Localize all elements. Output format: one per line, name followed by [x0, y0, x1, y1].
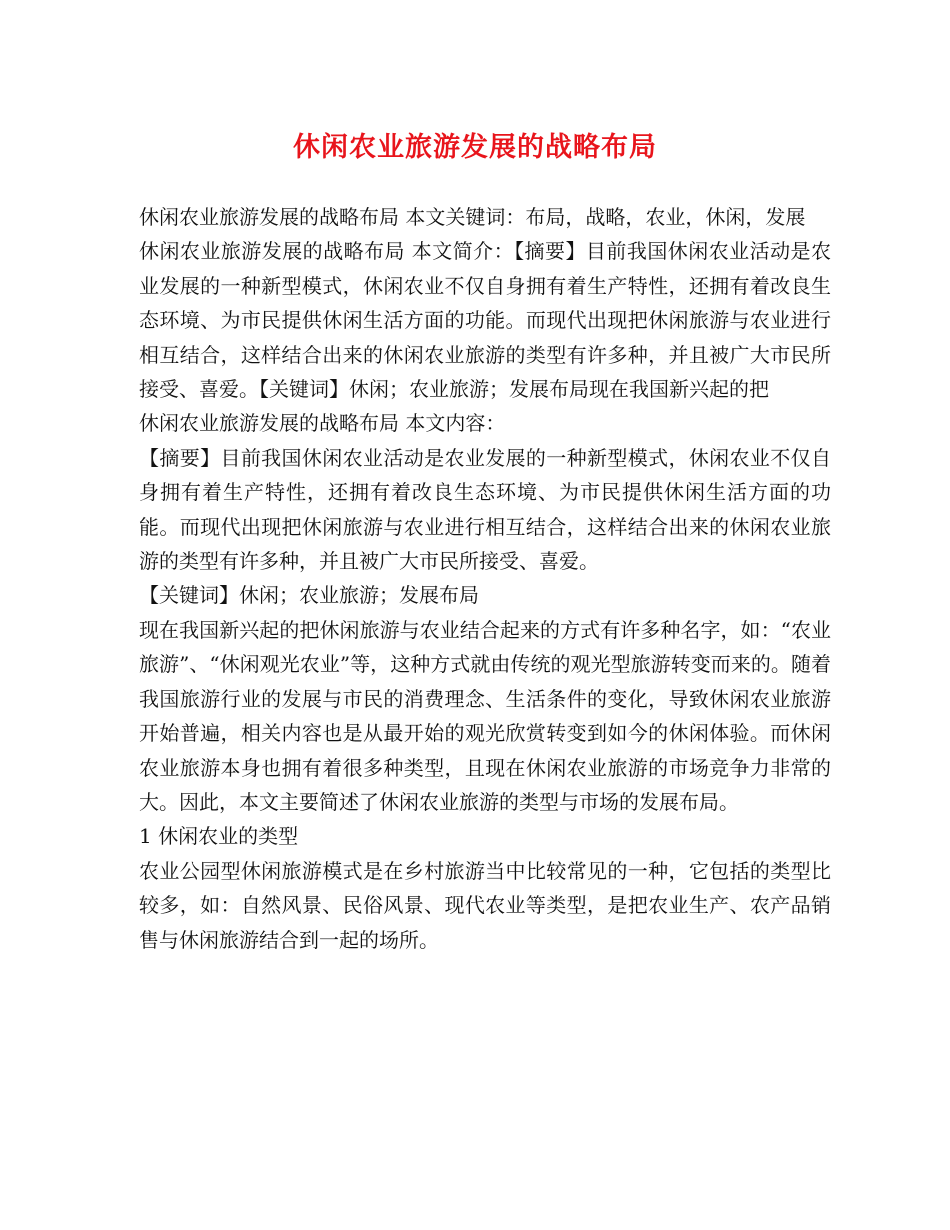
section-heading: 1 休闲农业的类型 [139, 824, 299, 849]
content-heading-paragraph: 休闲农业旅游发展的战略布局 本文内容： [139, 411, 506, 436]
keywords-paragraph: 休闲农业旅游发展的战略布局 本文关键词：布局，战略，农业，休闲，发展 [139, 205, 806, 229]
summary-paragraph: 休闲农业旅游发展的战略布局 本文简介：【摘要】目前我国休闲农业活动是农业发展的一种新型模式，休闲农业不仅自身拥有着生产特性，还拥有着改良生态环境、为市民提供休闲生活方面的功能。而现代出现把休闲旅游与农业进行相互结合，这样结合出来的休闲农业旅游的类型有许多种，并且被广大市民所接受、喜爱。【关键词】休闲；农业旅游；发展布局现在我国新兴起的把 [139, 239, 831, 402]
keywords-line-paragraph: 【关键词】休闲；农业旅游；发展布局 [139, 583, 479, 608]
document-body [139, 200, 831, 957]
abstract-paragraph: 【摘要】目前我国休闲农业活动是农业发展的一种新型模式，休闲农业不仅自身拥有着生产特性，还拥有着改良生态环境、为市民提供休闲生活方面的功能。而现代出现把休闲旅游与农业进行相互结合，这样结合出来的休闲农业旅游的类型有许多种，并且被广大市民所接受、喜爱。 [139, 445, 831, 574]
document-title: 休闲农业旅游发展的战略布局 [293, 132, 657, 163]
introduction-paragraph: 现在我国新兴起的把休闲旅游与农业结合起来的方式有许多种名字，如：“农业旅游”、“休闲观光农业”等，这种方式就由传统的观光型旅游转变而来的。随着我国旅游行业的发展与市民的消费理念、生活条件的变化，导致休闲农业旅游开始普遍，相关内容也是从最开始的观光欣赏转变到如今的休闲体验。而休闲农业旅游本身也拥有着很多种类型，且现在休闲农业旅游的市场竞争力非常的大。因此，本文主要简述了休闲农业旅游的类型与市场的发展布局。 [139, 617, 831, 814]
section-paragraph: 农业公园型休闲旅游模式是在乡村旅游当中比较常见的一种，它包括的类型比较多，如：自然风景、民俗风景、现代农业等类型，是把农业生产、农产品销售与休闲旅游结合到一起的场所。 [139, 858, 831, 952]
